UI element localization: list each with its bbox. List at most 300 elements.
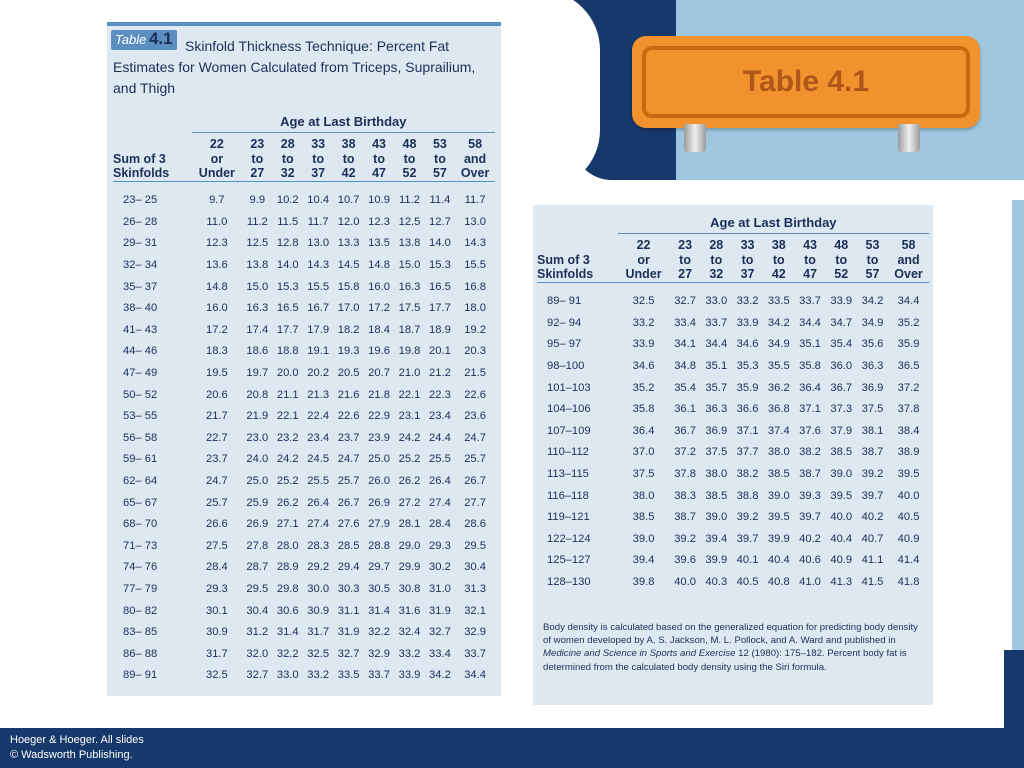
age-group-line: 32 [280,166,295,180]
table-cell: 24.2 [398,431,421,444]
table-cell: 39.3 [799,489,821,502]
row-range: 59– 61 [123,453,158,466]
table-cell: 31.1 [337,604,360,617]
table-row [537,355,929,377]
table-cell: 38.0 [705,468,728,481]
age-group-line: Under [198,166,235,180]
table-cell: 14.3 [464,237,486,250]
table-cell: 38.5 [830,446,853,459]
table-cell: 13.0 [307,237,330,250]
age-group-line: to [866,252,879,267]
table-cell: 19.5 [205,367,228,380]
table-cell: 20.5 [337,367,360,380]
table-cell: 15.3 [429,259,451,272]
age-group-line: 48 [834,238,849,252]
table-cell: 32.7 [674,295,696,308]
table-cell: 33.5 [337,669,360,682]
table-cell: 38.5 [767,468,790,481]
table-cell: 14.8 [368,259,390,272]
table-row [113,665,495,687]
table-cell: 28.3 [307,539,330,552]
table-cell: 40.0 [830,511,853,524]
table-cell: 39.0 [767,489,790,502]
table-cell: 35.5 [767,360,790,373]
table-cell: 28.1 [398,518,421,531]
table-cell: 39.5 [897,468,920,481]
table-cell: 21.9 [246,410,269,423]
percent-fat-table-part2 [537,215,929,593]
table-cell: 29.5 [464,539,486,552]
table-cell: 38.7 [799,468,821,481]
table-cell: 24.2 [276,453,299,466]
table-cell: 37.5 [861,403,884,416]
table-cell: 31.2 [246,626,269,639]
row-range: 35– 37 [123,280,158,293]
table-cell: 34.9 [861,316,884,329]
table-cell: 16.0 [205,302,228,315]
table-cell: 27.1 [276,518,299,531]
title-sign [632,36,980,128]
age-group-header [242,133,272,182]
age-group-line: 23 [678,238,693,252]
table-row [113,427,495,449]
table-cell: 15.3 [276,280,299,293]
table-cell: 37.4 [767,424,790,437]
table-cell: 11.0 [206,215,228,228]
table-cell: 40.9 [830,554,853,567]
table-cell: 23.7 [205,453,228,466]
table-cell: 39.5 [767,511,790,524]
age-group-line: to [312,151,325,166]
table-cell: 31.6 [398,604,421,617]
table-cell: 36.7 [674,424,696,437]
table-cell: 16.3 [398,280,421,293]
table-cell: 41.0 [799,576,821,589]
table-cell: 40.2 [861,511,884,524]
table-row [113,621,495,643]
table-cell: 18.4 [368,323,390,336]
spacer-cell [537,282,929,291]
table-cell: 32.9 [368,647,390,660]
table-cell: 40.6 [799,554,821,567]
table-row [537,442,929,464]
footnote-part1: Body density is calculated based on the generalized equation for predicting body density of women developed by A. S. Jackson, M. L. Pollock, and A. Ward and published in [543,622,918,647]
table-row [113,557,495,579]
table-row [113,211,495,233]
title-sign-frame [642,46,970,118]
age-group-header [273,133,303,182]
table-cell: 13.8 [246,259,269,272]
table-cell: 14.8 [205,280,228,293]
age-group-line: 52 [402,166,417,180]
age-group-line: 27 [678,267,693,281]
background-white-curve [500,0,600,190]
age-group-line: 47 [372,166,387,180]
row-header-line: Skinfolds [537,267,594,281]
row-range: 110–112 [547,446,589,459]
table-cell: 40.5 [897,511,920,524]
row-range: 26– 28 [123,215,158,228]
table-cell: 34.6 [736,338,759,351]
table-cell: 35.7 [705,381,728,394]
header-spacer [537,282,929,291]
table-cell: 15.5 [307,280,330,293]
row-range: 116–118 [547,489,589,502]
table-cell: 15.8 [337,280,360,293]
table-cell: 9.7 [209,194,225,207]
table-cell: 30.9 [307,604,330,617]
age-group-line: 53 [432,137,447,151]
table-cell: 21.6 [337,388,360,401]
row-header-line: Sum of 3 [113,151,166,166]
table-cell: 32.7 [429,626,451,639]
row-header [537,234,618,283]
age-group-line: 38 [771,238,786,252]
table-cell: 33.5 [767,295,790,308]
table-cell: 34.4 [897,295,920,308]
table-cell: 31.3 [464,582,486,595]
table-cell: 38.5 [632,511,655,524]
age-group-line: to [710,252,723,267]
row-header [113,133,192,182]
table-cell: 19.7 [246,367,269,380]
table-cell: 40.2 [799,532,821,545]
table-cell: 34.1 [674,338,696,351]
table-cell: 16.8 [464,280,486,293]
table-cell: 29.4 [337,561,360,574]
table-cell: 24.7 [464,431,486,444]
table-cell: 32.0 [246,647,269,660]
age-group-line: to [373,151,385,166]
table-cell: 21.7 [205,410,228,423]
table-cell: 34.8 [674,360,696,373]
table-cell: 29.8 [276,582,299,595]
table-row [537,571,929,593]
table-cell: 23.4 [307,431,330,444]
age-group-line: 52 [834,267,849,281]
table-cell: 14.0 [276,259,299,272]
age-group-line: to [251,151,264,166]
table-cell: 36.5 [897,360,920,373]
age-group-line: 43 [372,137,387,151]
table-cell: 30.1 [205,604,228,617]
table-cell: 26.4 [307,496,330,509]
table-cell: 39.4 [632,554,655,567]
footer-credit-line1: Hoeger & Hoeger. All slides [10,734,144,746]
table-cell: 41.3 [830,576,853,589]
table-cell: 33.7 [799,295,821,308]
table-cell: 32.7 [337,647,360,660]
table-cell: 11.4 [429,194,451,207]
sign-post-left [684,124,706,152]
table-cell: 9.9 [249,194,266,207]
table-cell: 25.7 [205,496,228,509]
table-cell: 38.0 [767,446,790,459]
table-cell: 38.1 [861,424,884,437]
age-group-header [701,234,732,283]
table-cell: 33.4 [429,647,451,660]
table-cell: 14.3 [307,259,330,272]
table-cell: 30.4 [464,561,486,574]
age-group-line: or [210,151,224,166]
age-group-line: 57 [432,166,447,180]
table-cell: 24.7 [205,475,228,488]
table-row [537,334,929,356]
row-header-line: Sum of 3 [537,252,590,267]
row-range: 41– 43 [123,323,158,336]
table-cell: 12.8 [276,237,299,250]
table-cell: 33.9 [736,316,759,329]
table-cell: 31.4 [276,626,299,639]
row-range: 23– 25 [123,194,158,207]
age-group-line: 27 [250,166,265,180]
table-row [113,384,495,406]
table-cell: 40.3 [705,576,728,589]
table-row [537,506,929,528]
table-cell: 25.2 [398,453,421,466]
row-range: 95– 97 [547,338,582,351]
table-cell: 13.5 [368,237,390,250]
table-cell: 14.0 [429,237,451,250]
table-cell: 23.2 [276,431,299,444]
table-cell: 33.0 [705,295,728,308]
table-cell: 12.5 [398,215,421,228]
table-cell: 29.2 [307,561,330,574]
row-range: 29– 31 [123,237,158,250]
row-range: 83– 85 [123,626,158,639]
table-cell: 37.1 [799,403,821,416]
table-cell: 31.7 [205,647,228,660]
table-cell: 19.8 [398,345,421,358]
row-range: 104–106 [547,403,591,416]
table-cell: 17.2 [205,323,228,336]
table-cell: 38.0 [632,489,655,502]
row-range: 62– 64 [123,475,158,488]
table-cell: 23.1 [398,410,421,423]
table-cell: 39.2 [861,468,884,481]
table-cell: 33.9 [398,669,421,682]
age-group-line: and [897,252,920,267]
header-row-age [537,215,929,234]
table-cell: 20.1 [429,345,451,358]
table-cell: 21.0 [398,367,421,380]
table-row [113,470,495,492]
table-cell: 18.9 [429,323,451,336]
table-cell: 37.6 [799,424,821,437]
table-cell: 39.8 [632,576,655,589]
age-header: Age at Last Birthday [192,114,495,133]
table-cell: 25.7 [337,475,360,488]
age-group-header [857,234,888,283]
table-cell: 27.8 [246,539,269,552]
table-cell: 37.3 [830,403,853,416]
table-cell: 18.2 [337,323,360,336]
table-cell: 35.8 [632,403,655,416]
table-cell: 34.2 [861,295,884,308]
age-group-line: to [835,252,848,267]
footer-bar [0,728,1024,768]
table-cell: 39.7 [736,532,759,545]
row-range: 128–130 [547,576,591,589]
table-footnote [543,621,925,674]
table-cell: 30.2 [429,561,451,574]
row-range: 125–127 [547,554,591,567]
table-cell: 29.5 [246,582,269,595]
row-range: 38– 40 [123,302,158,315]
table-cell: 12.3 [368,215,390,228]
table-cell: 38.2 [736,468,759,481]
table-cell: 11.2 [246,215,268,228]
age-group-line: 58 [468,137,483,151]
age-group-header [394,133,424,182]
table-cell: 30.6 [276,604,299,617]
age-group-line: 53 [865,238,880,252]
table-cell: 12.5 [246,237,269,250]
table-cell: 34.2 [429,669,451,682]
table-cell: 37.2 [674,446,696,459]
table-cell: 28.5 [337,539,360,552]
table-cell: 29.9 [398,561,421,574]
row-range: 98–100 [547,360,585,373]
footnote-part2: 12 (1980): 175–182. Percent body fat is determined from the calculated body density using the Siri formula. [543,648,907,673]
table-cell: 35.8 [799,360,821,373]
table-cell: 15.5 [464,259,486,272]
table-cell: 17.4 [246,323,269,336]
table-cell: 40.4 [830,532,853,545]
table-cell: 13.3 [337,237,360,250]
row-range: 122–124 [547,532,591,545]
table-cell: 36.4 [632,424,655,437]
row-range: 50– 52 [123,388,158,401]
table-cell: 36.8 [767,403,790,416]
table-row [537,420,929,442]
age-group-line: 23 [250,137,265,151]
table-cell: 36.3 [861,360,884,373]
table-cell: 26.0 [368,475,390,488]
table-cell: 17.7 [276,323,299,336]
table-cell: 26.7 [464,475,486,488]
badge-number: 4.1 [149,29,173,48]
right-table-panel [533,205,933,705]
table-cell: 32.1 [464,604,486,617]
age-group-header [364,133,394,182]
table-cell: 20.7 [368,367,390,380]
table-cell: 13.0 [464,215,486,228]
table-row [537,312,929,334]
table-cell: 25.5 [307,475,330,488]
table-row [113,578,495,600]
table-row [537,485,929,507]
table-cell: 27.2 [398,496,421,509]
age-group-line: 33 [740,238,755,252]
slide-title: Table 4.1 [742,65,870,98]
background-right-corner [1004,650,1024,728]
table-cell: 40.5 [736,576,759,589]
table-cell: 23.4 [429,410,451,423]
table-cell: 40.9 [897,532,920,545]
table-row [113,600,495,622]
table-cell: 26.4 [429,475,451,488]
table-cell: 38.8 [736,489,759,502]
table-cell: 32.5 [632,295,655,308]
table-cell: 12.0 [337,215,360,228]
age-group-line: to [804,252,816,267]
age-group-line: Under [625,267,662,281]
table-cell: 18.6 [246,345,269,358]
table-cell: 35.4 [830,338,853,351]
table-cell: 26.9 [368,496,390,509]
table-cell: 39.7 [861,489,884,502]
left-table-panel [107,104,501,696]
table-cell: 28.9 [276,561,299,574]
row-range: 68– 70 [123,518,158,531]
table-cell: 38.9 [897,446,920,459]
row-range: 47– 49 [123,367,158,380]
table-cell: 32.5 [205,669,228,682]
table-cell: 22.6 [464,388,486,401]
table-cell: 40.1 [736,554,759,567]
table-cell: 30.5 [368,582,390,595]
table-cell: 23.7 [337,431,360,444]
table-cell: 13.6 [205,259,228,272]
row-range: 53– 55 [123,410,158,423]
badge-word: Table [115,32,147,47]
age-group-line: 33 [311,137,326,151]
table-cell: 39.4 [705,532,728,545]
age-group-line: 43 [803,238,817,252]
table-cell: 18.0 [464,302,486,315]
age-group-line: 42 [771,267,786,281]
row-range: 107–109 [547,424,591,437]
header-spacer [113,181,495,190]
table-cell: 33.2 [398,647,421,660]
table-cell: 37.7 [736,446,759,459]
table-cell: 19.6 [368,345,390,358]
age-group-line: 32 [709,267,724,281]
table-cell: 35.1 [705,360,728,373]
table-cell: 22.6 [337,410,360,423]
table-cell: 28.0 [276,539,299,552]
table-cell: 21.2 [429,367,451,380]
age-group-line: 58 [901,238,916,252]
table-cell: 37.9 [830,424,853,437]
table-cell: 33.2 [307,669,330,682]
table-cell: 28.7 [246,561,269,574]
table-cell: 15.0 [246,280,269,293]
table-cell: 35.6 [861,338,884,351]
table-cell: 20.3 [464,345,486,358]
age-group-line: to [772,252,785,267]
table-cell: 17.0 [337,302,360,315]
age-group-line: 28 [709,238,724,252]
table-row [113,254,495,276]
table-cell: 32.9 [464,626,486,639]
table-cell: 40.4 [767,554,790,567]
row-range: 65– 67 [123,496,158,509]
table-cell: 40.8 [767,576,790,589]
table-cell: 32.7 [246,669,269,682]
table-cell: 37.8 [674,468,696,481]
table-cell: 38.5 [705,489,728,502]
table-row [537,291,929,313]
row-range: 77– 79 [123,582,158,595]
table-cell: 33.9 [830,295,853,308]
table-row [537,398,929,420]
row-range: 89– 91 [547,295,582,308]
header-row-groups [537,234,929,283]
table-row [113,233,495,255]
table-row [537,550,929,572]
